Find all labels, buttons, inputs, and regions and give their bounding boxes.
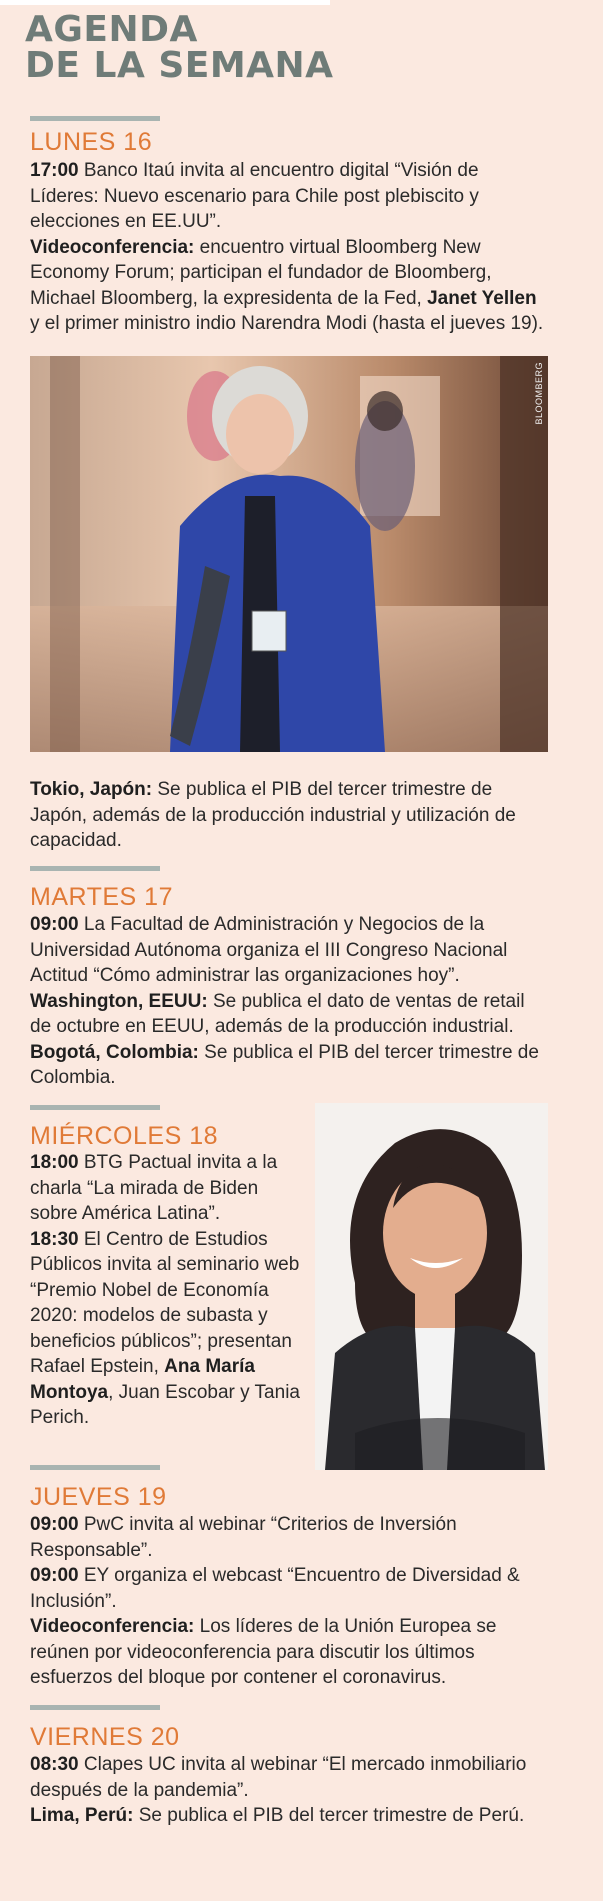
entries-lunes — [30, 158, 550, 337]
entry-lunes-2 — [30, 235, 550, 337]
section-rule-viernes — [30, 1705, 160, 1710]
entries-lunes-after — [30, 777, 550, 854]
entry-jueves-1 — [30, 1512, 550, 1563]
entry-lead: Lima, Perú: — [30, 1805, 134, 1826]
entry-text: Banco Itaú invita al encuentro digital “Visión de Líderes: Nuevo escenario para Chile post plebiscito y elecciones en EE.UU”. — [30, 160, 479, 232]
entry-text: Clapes UC invita al webinar “El mercado inmobiliario después de la pandemia”. — [30, 1754, 527, 1801]
entry-lead: 08:30 — [30, 1754, 79, 1775]
day-heading-lunes: LUNES 16 — [30, 128, 153, 156]
entry-lead: 18:00 — [30, 1152, 79, 1173]
entry-tokio — [30, 777, 550, 854]
entry-text: Se publica el PIB del tercer trimestre de Perú. — [133, 1805, 525, 1826]
title-line-2: DE LA SEMANA — [25, 45, 334, 86]
entry-lead: Washington, EEUU: — [30, 990, 208, 1012]
entry-text: EY organiza el webcast “Encuentro de Diversidad & Inclusión”. — [30, 1565, 520, 1612]
day-heading-miercoles: MIÉRCOLES 18 — [30, 1122, 219, 1150]
day-heading-jueves: JUEVES 19 — [30, 1483, 167, 1511]
entry-miercoles-2 — [30, 1227, 300, 1431]
entry-lead: 09:00 — [30, 1514, 79, 1535]
photo-janet-yellen — [30, 356, 548, 752]
entries-martes — [30, 912, 550, 1091]
entry-lunes-1 — [30, 158, 550, 235]
top-bar — [0, 0, 330, 5]
entry-viernes-1 — [30, 1752, 550, 1803]
entry-lead: 18:30 — [30, 1228, 79, 1250]
page-title — [25, 9, 525, 86]
entry-martes-1 — [30, 912, 550, 989]
entry-text: y el primer ministro indio Narendra Modi (hasta el jueves 19). — [30, 313, 544, 334]
entry-lead: Tokio, Japón: — [30, 779, 153, 800]
entry-highlight-name: Janet Yellen — [427, 287, 537, 309]
entry-jueves-2 — [30, 1563, 550, 1614]
entry-text: BTG Pactual invita a la charla “La mirada de Biden sobre América Latina”. — [30, 1152, 278, 1224]
entry-text: PwC invita al webinar “Criterios de Inversión Responsable”. — [30, 1514, 457, 1561]
day-heading-viernes: VIERNES 20 — [30, 1723, 180, 1751]
entry-miercoles-1 — [30, 1150, 300, 1227]
entry-lead: 09:00 — [30, 914, 79, 935]
title-line-1: AGENDA — [25, 9, 198, 50]
entry-jueves-3 — [30, 1614, 550, 1691]
section-rule-jueves — [30, 1465, 160, 1470]
entry-lead: 09:00 — [30, 1565, 79, 1586]
entry-text: , Juan Escobar y Tania Perich. — [30, 1381, 300, 1428]
entry-text: encuentro virtual Bloomberg New Economy Forum; participan el fundador de Bloomberg, Michael Bloomberg, la expresidenta de la Fed, — [30, 236, 492, 309]
photo-janet-yellen-image — [30, 356, 548, 752]
entry-text: Se publica el PIB del tercer trimestre de Japón, además de la producción industrial y utilización de capacidad. — [30, 779, 516, 851]
entry-viernes-2 — [30, 1803, 550, 1829]
entry-text: La Facultad de Administración y Negocios de la Universidad Autónoma organiza el III Congreso Nacional Actitud “Cómo administrar las organizaciones hoy”. — [30, 914, 508, 986]
entries-viernes — [30, 1752, 550, 1829]
entry-text: Se publica el dato de ventas de retail de octubre en EEUU, además de la producción industrial. — [30, 990, 525, 1037]
entry-martes-2 — [30, 989, 550, 1040]
entry-lead: Videoconferencia: — [30, 1616, 195, 1637]
photo-ana-maria-montoya — [315, 1103, 548, 1470]
entry-lead: Bogotá, Colombia: — [30, 1041, 199, 1063]
entries-miercoles — [30, 1150, 300, 1431]
entry-text: Se publica el PIB del tercer trimestre de Colombia. — [30, 1041, 539, 1088]
entry-text: El Centro de Estudios Públicos invita al seminario web “Premio Nobel de Economía 2020: modelos de subasta y beneficios públicos”; presentan Rafael Epstein, — [30, 1228, 300, 1377]
entries-jueves — [30, 1512, 550, 1691]
section-rule-lunes — [30, 116, 160, 121]
entry-text: Los líderes de la Unión Europea se reúnen por videoconferencia para discutir los últimos esfuerzos del bloque por contener el coronavirus. — [30, 1616, 497, 1688]
section-rule-martes — [30, 866, 160, 871]
day-heading-martes: MARTES 17 — [30, 883, 173, 911]
entry-lead: 17:00 — [30, 160, 79, 181]
entry-martes-3 — [30, 1040, 550, 1091]
section-rule-miercoles — [30, 1105, 160, 1110]
entry-lead: Videoconferencia: — [30, 236, 195, 258]
entry-highlight-name: Ana María Montoya — [30, 1356, 255, 1403]
photo-credit: BLOOMBERG — [534, 362, 544, 425]
photo-ana-maria-montoya-image — [315, 1103, 548, 1470]
